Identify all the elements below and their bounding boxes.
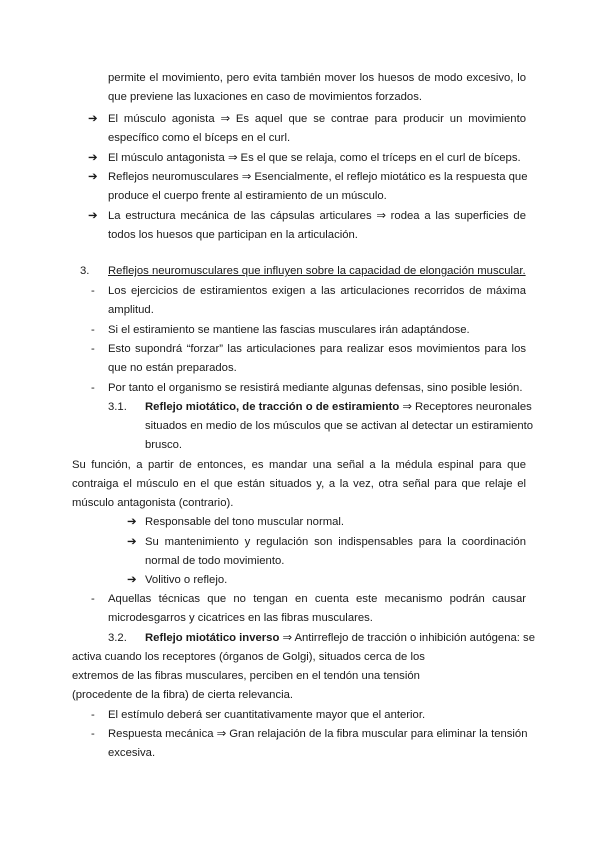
- arrow-item-reflejos: Reflejos neuromusculares ⇒ Esencialmente, el reflejo miotático es la respuesta que: [108, 171, 528, 183]
- arrow-item-tono: Responsable del tono muscular normal.: [145, 516, 345, 528]
- intro-line-2: que previene las luxaciones en caso de movimientos forzados.: [108, 91, 422, 103]
- arrow-bullet-icon: ➔: [88, 152, 98, 164]
- arrow-bullet-icon: ➔: [127, 574, 137, 586]
- dash-item-fascias: Si el estiramiento se mantiene las fascias musculares irán adaptándose.: [108, 324, 470, 336]
- arrow-item-capsulas-cont: todos los huesos que participan en la articulación.: [108, 229, 358, 241]
- arrow-item-agonista-cont: específico como el bíceps en el curl.: [108, 132, 291, 144]
- arrow-bullet-icon: ➔: [88, 113, 98, 125]
- arrow-item-volitivo: Volitivo o reflejo.: [145, 574, 228, 586]
- subsection-3-2-text: ⇒ Antirreflejo de tracción o inhibición autógena: se: [279, 632, 535, 644]
- subsection-3-2-line-3: extremos de las fibras musculares, perciben en el tendón una tensión: [72, 670, 420, 682]
- dash-item-ejercicios-cont: amplitud.: [108, 304, 154, 316]
- subsection-3-1-text: ⇒ Receptores neuronales: [399, 401, 532, 413]
- arrow-item-agonista: El músculo agonista ⇒ Es aquel que se contrae para producir un movimiento: [108, 113, 526, 125]
- subsection-3-2-title: Reflejo miotático inverso: [145, 632, 280, 644]
- dash-item-ejercicios: Los ejercicios de estiramientos exigen a las articulaciones recorridos de máxima: [108, 285, 526, 297]
- arrow-item-mantenimiento: Su mantenimiento y regulación son indispensables para la coordinación: [145, 536, 526, 548]
- dash-item-forzar: Esto supondrá “forzar” las articulaciones para realizar esos movimientos para los: [108, 343, 526, 355]
- dash-bullet: -: [91, 343, 95, 355]
- dash-bullet: -: [91, 728, 95, 740]
- dash-bullet: -: [91, 324, 95, 336]
- arrow-bullet-icon: ➔: [88, 210, 98, 222]
- subsection-3-1-line-3: brusco.: [145, 439, 183, 451]
- dash-item-organismo: Por tanto el organismo se resistirá mediante algunas defensas, sino posible lesión.: [108, 382, 523, 394]
- arrow-bullet-icon: ➔: [88, 171, 98, 183]
- section-title-text: Reflejos neuromusculares que influyen sobre la capacidad de elongación muscular.: [108, 265, 526, 277]
- arrow-item-mantenimiento-cont: normal de todo movimiento.: [145, 555, 285, 567]
- dash-bullet: -: [91, 709, 95, 721]
- dash-bullet: -: [91, 593, 95, 605]
- paragraph-line-1: Su función, a partir de entonces, es mandar una señal a la médula espinal para que: [72, 459, 526, 471]
- subsection-3-2-line-2: activa cuando los receptores (órganos de Golgi), situados cerca de los: [72, 651, 425, 663]
- dash-bullet: -: [91, 285, 95, 297]
- dash-bullet: -: [91, 382, 95, 394]
- paragraph-line-3: músculo antagonista (contrario).: [72, 497, 234, 509]
- subsection-number-3-2: 3.2.: [108, 632, 127, 644]
- dash-item-forzar-cont: que no están preparados.: [108, 362, 237, 374]
- paragraph-line-2: contraiga el músculo en el que están situados y, a la vez, otra señal para que relaje el: [72, 478, 526, 490]
- dash-item-respuesta-cont: excesiva.: [108, 747, 156, 759]
- subsection-3-1-line-2: situados en medio de los músculos que se activan al detectar un estiramiento: [145, 420, 534, 432]
- subsection-3-1-line-1: [145, 398, 532, 417]
- section-title: [108, 262, 526, 281]
- arrow-item-antagonista: El músculo antagonista ⇒ Es el que se relaja, como el tríceps en el curl de bíceps.: [108, 152, 521, 164]
- subsection-3-1-title: Reflejo miotático, de tracción o de estiramiento: [145, 401, 400, 413]
- subsection-3-2-line-1: [145, 629, 535, 648]
- arrow-item-reflejos-cont: produce el cuerpo frente al estiramiento de un músculo.: [108, 190, 387, 202]
- arrow-bullet-icon: ➔: [127, 536, 137, 548]
- dash-item-estimulo: El estímulo deberá ser cuantitativamente mayor que el anterior.: [108, 709, 426, 721]
- dash-item-respuesta: Respuesta mecánica ⇒ Gran relajación de la fibra muscular para eliminar la tensión: [108, 728, 528, 740]
- arrow-item-capsulas: La estructura mecánica de las cápsulas articulares ⇒ rodea a las superficies de: [108, 210, 526, 222]
- intro-line-1: permite el movimiento, pero evita también mover los huesos de modo excesivo, lo: [108, 72, 526, 84]
- subsection-3-2-line-4: (procedente de la fibra) de cierta relevancia.: [72, 689, 294, 701]
- section-number: 3.: [80, 265, 90, 277]
- arrow-bullet-icon: ➔: [127, 516, 137, 528]
- subsection-number-3-1: 3.1.: [108, 401, 127, 413]
- dash-item-tecnicas-cont: microdesgarros y cicatrices en las fibras musculares.: [108, 612, 373, 624]
- dash-item-tecnicas: Aquellas técnicas que no tengan en cuenta este mecanismo podrán causar: [108, 593, 526, 605]
